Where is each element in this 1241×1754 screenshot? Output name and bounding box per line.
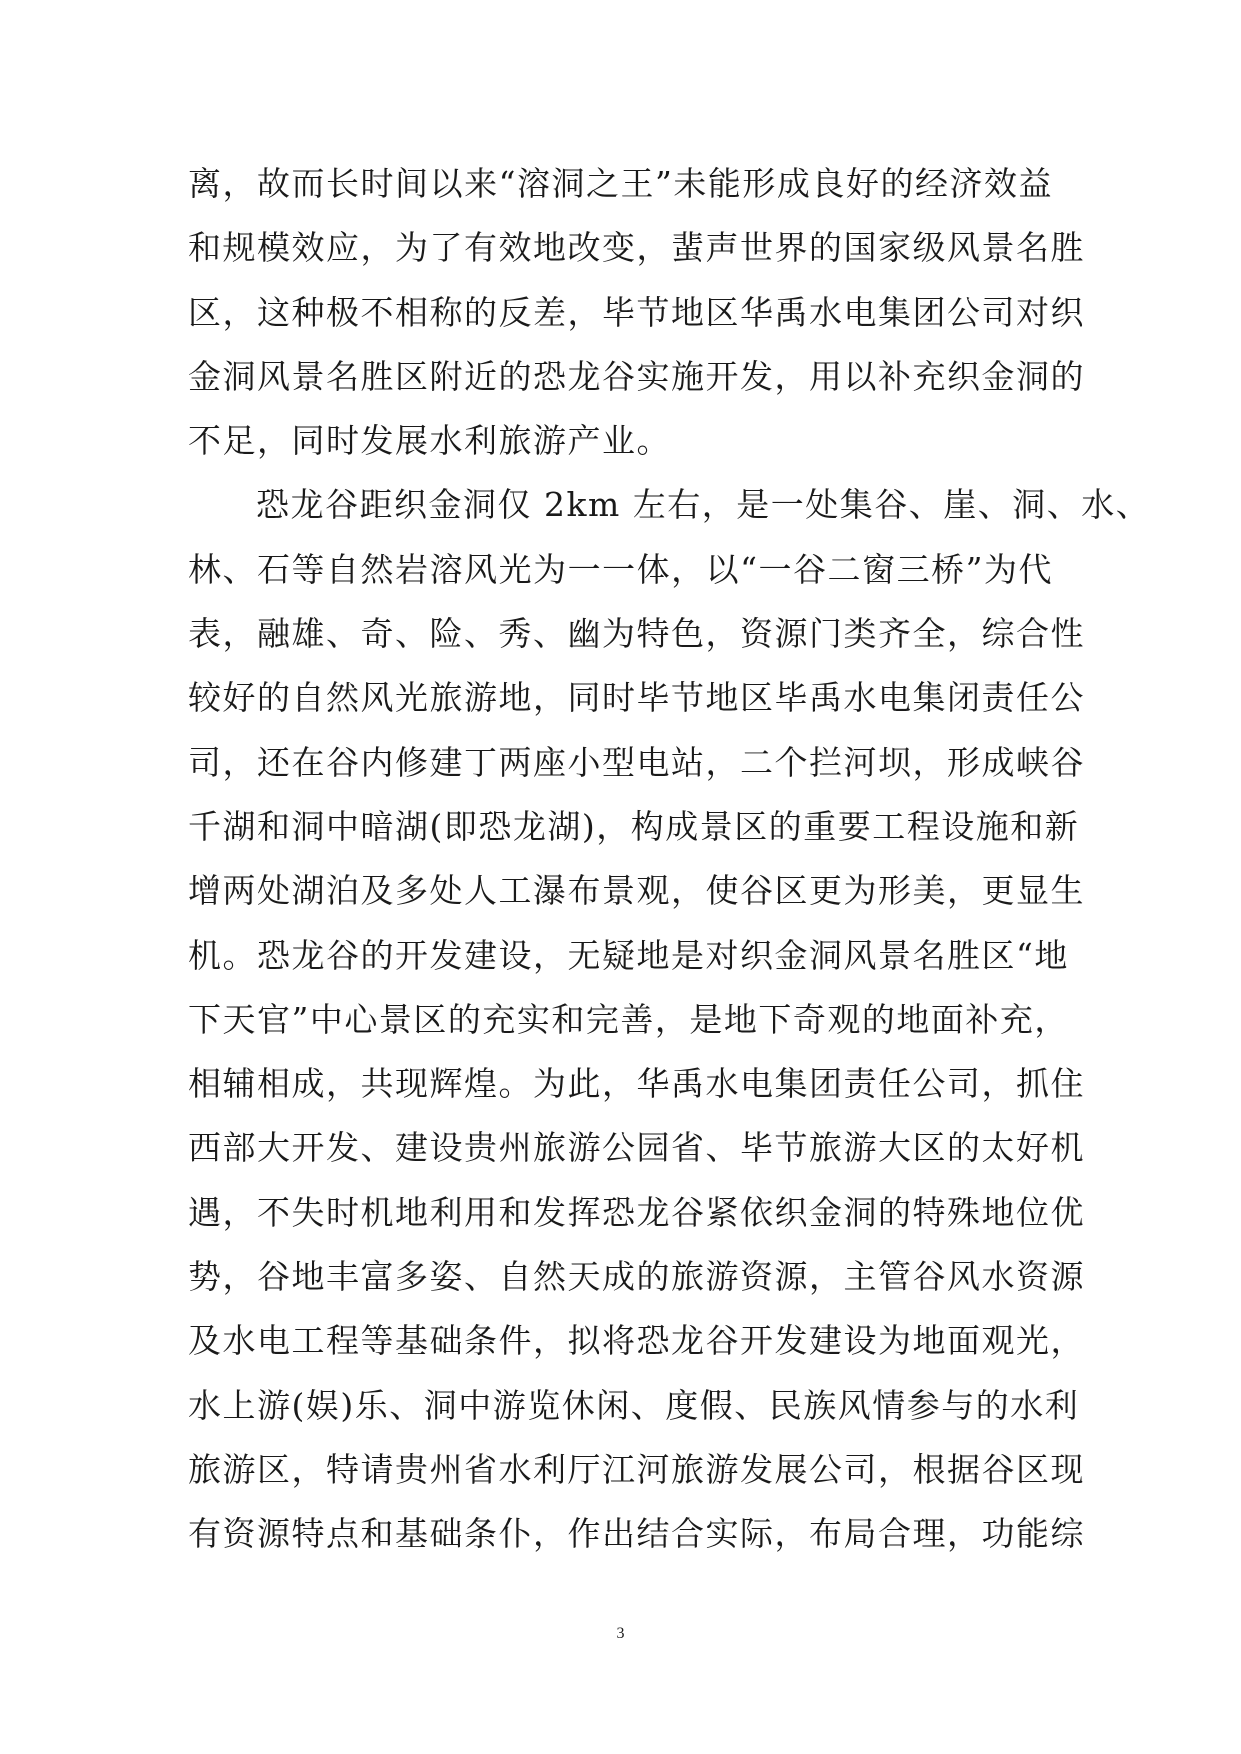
text-line: 金洞风景名胜区附近的恐龙谷实施开发，用以补充织金洞的 — [188, 356, 1085, 396]
text-line: 离，故而长时间以来“溶洞之王”未能形成良好的经济效益 — [188, 164, 1053, 203]
text-line: 及水电工程等基础条件，拟将恐龙谷开发建设为地面观光， — [188, 1321, 1085, 1361]
text-line: 西部大开发、建设贵州旅游公园省、毕节旅游大区的太好机 — [188, 1128, 1085, 1168]
text-line: 千湖和洞中暗湖(即恐龙湖)，构成景区的重要工程设施和新 — [188, 806, 1080, 846]
text-line: 下天官”中心景区的充实和完善，是地下奇观的地面补充， — [188, 999, 1069, 1039]
text-line: 相辅相成，共现辉煌。为此，华禹水电集团责任公司，抓住 — [188, 1064, 1085, 1104]
text-line: 和规模效应，为了有效地改变，蜚声世界的国家级风景名胜 — [188, 228, 1085, 268]
text-line: 区，这种极不相称的反差，毕节地区华禹水电集团公司对织 — [188, 292, 1085, 332]
text-line: 表，融雄、奇、险、秀、幽为特色，资源门类齐全，综合性 — [188, 614, 1085, 654]
page-number: 3 — [616, 1625, 625, 1642]
text-line: 恐龙谷距织金洞仅 2km 左右，是一处集谷、崖、洞、水、 — [256, 485, 1151, 525]
text-line: 势，谷地丰富多姿、自然天成的旅游资源，主管谷风水资源 — [188, 1257, 1085, 1297]
text-line: 增两处湖泊及多处人工瀑布景观，使谷区更为形美，更显生 — [188, 871, 1085, 911]
body-text — [188, 152, 1151, 1567]
text-line: 有资源特点和基础条仆，作出结合实际，布局合理，功能综 — [188, 1514, 1085, 1554]
text-line: 遇，不失时机地利用和发挥恐龙谷紧依织金洞的特殊地位优 — [188, 1192, 1085, 1232]
text-line: 不足，同时发展水利旅游产业。 — [188, 421, 671, 461]
text-line: 较好的自然风光旅游地，同时毕节地区毕禹水电集闭责任公 — [188, 678, 1085, 718]
text-line: 机。恐龙谷的开发建设，无疑地是对织金洞风景名胜区“地 — [188, 935, 1069, 975]
text-line: 司，还在谷内修建丁两座小型电站，二个拦河坝，形成峡谷 — [188, 742, 1085, 782]
text-line: 旅游区，特请贵州省水利厅江河旅游发展公司，根据谷区现 — [188, 1449, 1085, 1489]
text-line: 林、石等自然岩溶风光为一一体，以“一谷二窗三桥”为代 — [188, 549, 1053, 589]
text-line: 水上游(娱)乐、洞中游览休闲、度假、民族风情参与的水利 — [188, 1385, 1080, 1425]
